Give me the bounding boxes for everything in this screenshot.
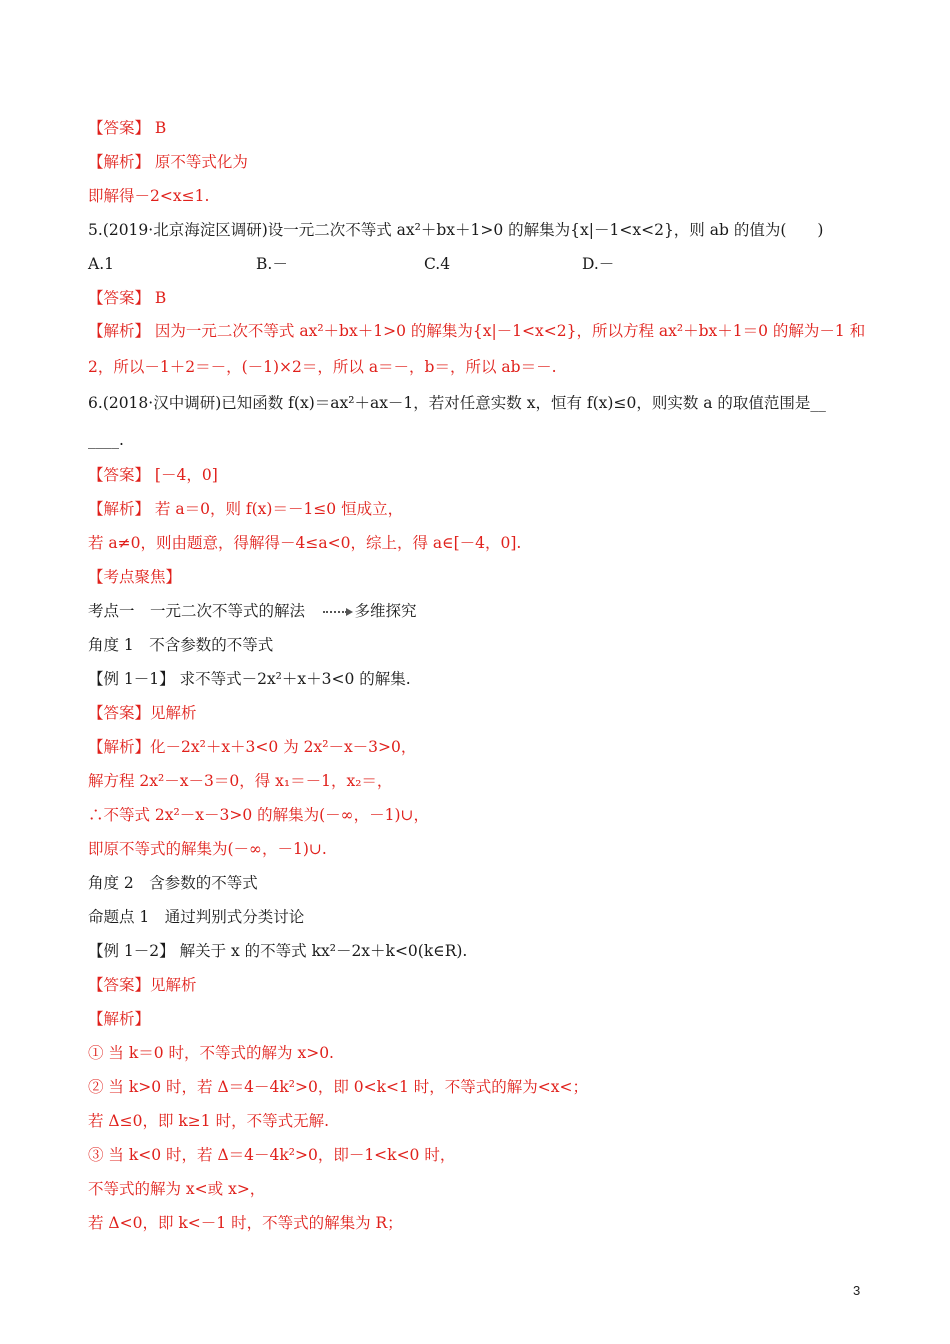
text-line-ana11b (88, 771, 870, 791)
dotted-arrow-icon (323, 607, 353, 617)
text-segment: 【答案】 B (88, 119, 167, 137)
text-line-ans4 (88, 118, 870, 138)
text-segment: 【解析】 若 a＝0，则 f(x)＝－1≤0 恒成立， (88, 500, 404, 518)
text-segment: 即原不等式的解集为(－∞，－1)∪. (88, 840, 327, 858)
text-line-kp1 (88, 601, 870, 621)
text-segment: 2，所以－1＋2＝－，(－1)×2＝，所以 a＝－，b＝，所以 ab＝－. (88, 358, 557, 376)
text-line-ang2 (88, 873, 870, 893)
text-segment: 【答案】 [－4，0] (88, 466, 218, 484)
text-line-ana12 (88, 1009, 870, 1029)
text-segment: ____. (88, 431, 124, 449)
text-segment: 【例 1－2】 解关于 x 的不等式 kx²－2x＋k<0(k∈R). (88, 942, 468, 960)
text-segment: 【解析】 因为一元二次不等式 ax²＋bx＋1>0 的解集为{x|－1<x<2}，所以方程 ax²＋bx＋1＝0 的解为－1 和 (88, 322, 866, 340)
text-line-q5 (88, 220, 870, 240)
text-line-c3b (88, 1179, 870, 1199)
text-segment: 【考点聚焦】 (88, 568, 182, 586)
option-b: B.－ (256, 255, 288, 273)
text-line-ana4b (88, 186, 870, 206)
text-segment: 角度 2 含参数的不等式 (88, 874, 258, 892)
text-line-ana11d (88, 839, 870, 859)
text-line-q6b (88, 430, 870, 450)
text-segment: 若 Δ≤0，即 k≥1 时，不等式无解. (88, 1112, 329, 1130)
text-segment: 考点一 一元二次不等式的解法 (88, 602, 321, 620)
text-line-c2b (88, 1111, 870, 1131)
text-segment: 若 a≠0，则由题意，得解得－4≤a<0，综上，得 a∈[－4，0]. (88, 534, 522, 552)
text-segment: 【解析】 原不等式化为 (88, 153, 248, 171)
text-line-ang1 (88, 635, 870, 655)
text-segment: 6.(2018·汉中调研)已知函数 f(x)＝ax²＋ax－1，若对任意实数 x，恒有 f(x)≤0，则实数 a 的取值范围是__ (88, 394, 826, 412)
text-segment: 命题点 1 通过判别式分类讨论 (88, 908, 305, 926)
text-segment: 5.(2019·北京海淀区调研)设一元二次不等式 ax²＋bx＋1>0 的解集为{x|－1<x<2}，则 ab 的值为( ) (88, 221, 824, 239)
text-segment: 【答案】见解析 (88, 976, 197, 994)
text-segment: ① 当 k＝0 时，不等式的解为 x>0. (88, 1044, 334, 1062)
option-d: D.－ (582, 255, 615, 273)
text-line-c1 (88, 1043, 870, 1063)
text-line-ana6b (88, 533, 870, 553)
text-line-ana6 (88, 499, 870, 519)
text-line-focus (88, 567, 870, 587)
text-line-c2 (88, 1077, 870, 1097)
text-segment: 即解得－2<x≤1. (88, 187, 210, 205)
option-c: C.4 (424, 255, 451, 273)
text-line-q6 (88, 393, 870, 413)
text-segment: 多维探究 (354, 602, 417, 620)
text-line-c3 (88, 1145, 870, 1165)
text-line-ans5 (88, 288, 870, 308)
text-segment: 【解析】 (88, 1010, 151, 1028)
text-line-ana11c (88, 805, 870, 825)
text-segment: 若 Δ<0，即 k<－1 时，不等式的解集为 R； (88, 1214, 403, 1232)
text-segment: 【解析】化－2x²＋x＋3<0 为 2x²－x－3>0， (88, 738, 417, 756)
text-line-ex12 (88, 941, 870, 961)
page-number: 3 (853, 1283, 861, 1298)
text-line-ans6 (88, 465, 870, 485)
text-segment: 解方程 2x²－x－3＝0，得 x₁＝－1，x₂＝， (88, 772, 393, 790)
text-line-prop1 (88, 907, 870, 927)
text-line-ans11 (88, 703, 870, 723)
text-line-ana5b (88, 357, 870, 377)
text-line-ana4 (88, 152, 870, 172)
text-segment: 【答案】 B (88, 289, 167, 307)
text-line-ana11 (88, 737, 870, 757)
text-segment: 不等式的解为 x<或 x>， (88, 1180, 266, 1198)
text-segment: 【例 1－1】 求不等式－2x²＋x＋3<0 的解集. (88, 670, 411, 688)
text-segment: ② 当 k>0 时，若 Δ＝4－4k²>0，即 0<k<1 时，不等式的解为<x<； (88, 1078, 588, 1096)
text-line-ana5 (88, 321, 870, 341)
text-segment: 【答案】见解析 (88, 704, 197, 722)
text-segment: ③ 当 k<0 时，若 Δ＝4－4k²>0，即－1<k<0 时， (88, 1146, 456, 1164)
option-a: A.1 (88, 255, 114, 273)
text-line-c3c (88, 1213, 870, 1233)
text-segment: ∴不等式 2x²－x－3>0 的解集为(－∞，－1)∪， (88, 806, 429, 824)
text-line-ans12 (88, 975, 870, 995)
text-line-ex11 (88, 669, 870, 689)
text-segment: 角度 1 不含参数的不等式 (88, 636, 274, 654)
